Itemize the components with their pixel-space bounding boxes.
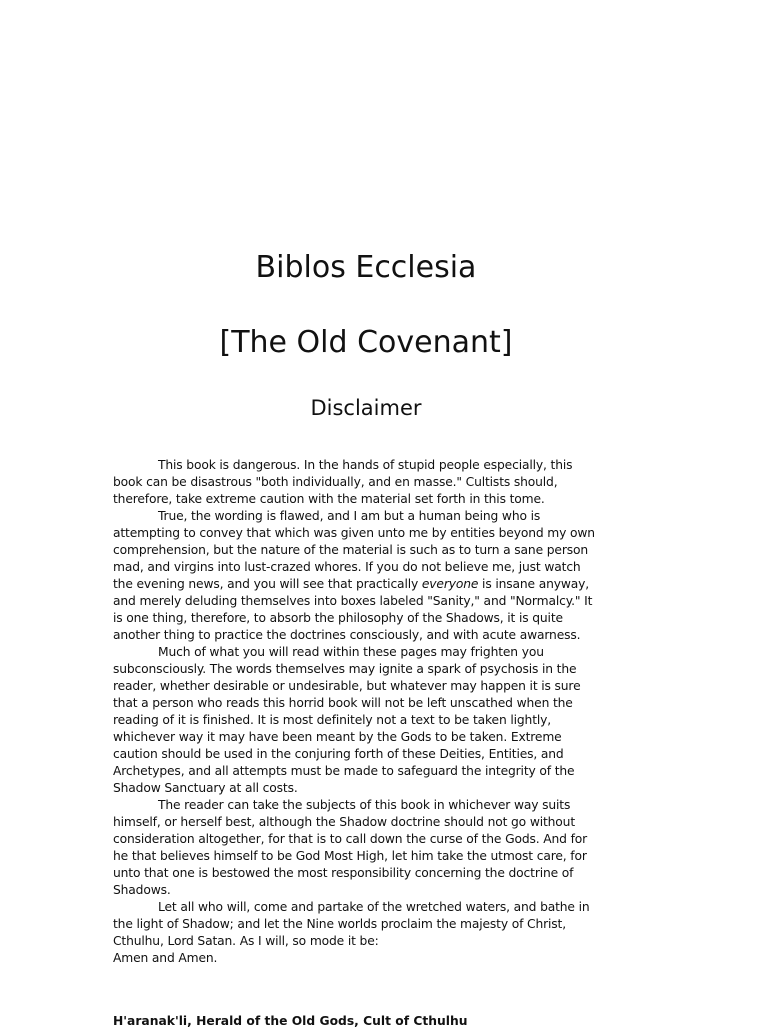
paragraph-2-part-1: True, the wording is flawed, and I am but a human being who is attempting to convey that which was given unto me by entities beyond my own comprehension, but the nature of the material is such as to turn a sane person mad, and virgins into lust-crazed whores. If you do not believe me, just watch the evening news, and you will see that practically bbox=[113, 509, 595, 591]
paragraph-3: Much of what you will read within these pages may frighten you subconsciously. The words themselves may ignite a spark of psychosis in the reader, whether desirable or undesirable, but whatever may happen it is sure that a person who reads this horrid book will not be left unscathed when the reading of it is finished. It is most definitely not a text to be taken lightly, whichever way it may have been meant by the Gods to be taken. Extreme caution should be used in the conjuring forth of these Deities, Entities, and Archetypes, and all attempts must be made to safeguard the integrity of the Shadow Sanctuary at all costs. bbox=[113, 645, 581, 795]
document-title: Biblos Ecclesia bbox=[255, 250, 477, 285]
disclaimer-heading: Disclaimer bbox=[310, 396, 422, 420]
paragraph-4: The reader can take the subjects of this book in whichever way suits himself, or herself best, although the Shadow doctrine should not go without consideration altogether, for that is to call down the curse of the Gods. And for he that believes himself to be God Most High, let him take the utmost care, for unto that one is bestowed the most responsibility concerning the doctrine of Shadows. bbox=[113, 798, 588, 897]
paragraph-2-emphasis: everyone bbox=[421, 577, 479, 591]
paragraph-1: This book is dangerous. In the hands of stupid people especially, this book can be disastrous "both individually, and en masse." Cultists should, therefore, take extreme caution with the material set forth in this tome. bbox=[113, 458, 573, 506]
paragraph-5: Let all who will, come and partake of the wretched waters, and bathe in the light of Shadow; and let the Nine worlds proclaim the majesty of Christ, Cthulhu, Lord Satan. As I will, so mode it be: bbox=[113, 900, 590, 948]
paragraph-2 bbox=[113, 508, 603, 644]
closing-line: Amen and Amen. bbox=[113, 951, 218, 965]
document-subtitle: [The Old Covenant] bbox=[219, 325, 513, 360]
signature-line: H'aranak'li, Herald of the Old Gods, Cult of Cthulhu bbox=[113, 1014, 468, 1028]
paragraph-2-part-2: is insane anyway, and merely deluding themselves into boxes labeled "Sanity," and "Normalcy." It is one thing, therefore, to absorb the philosophy of the Shadows, it is quite another thing to practice the doctrines consciously, and with acute awarness. bbox=[113, 577, 593, 642]
disclaimer-body bbox=[113, 457, 603, 967]
